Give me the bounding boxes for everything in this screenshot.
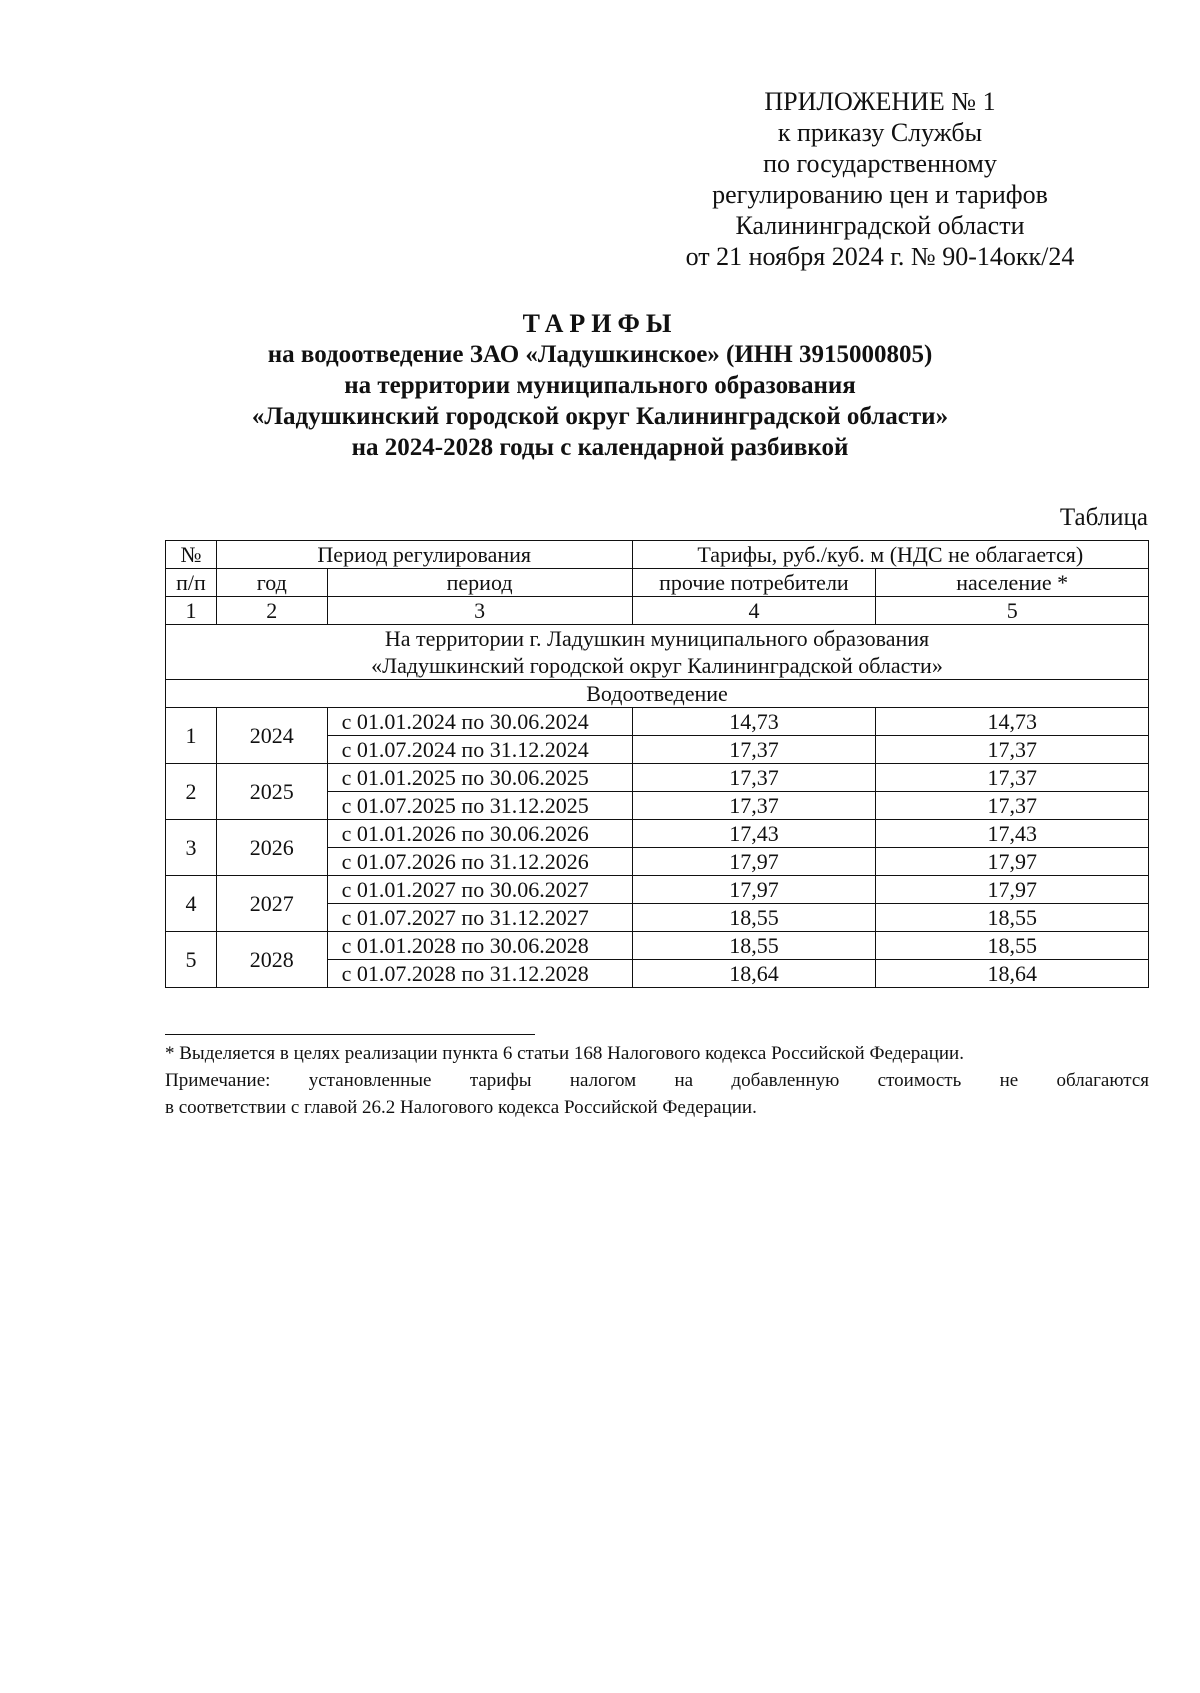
territory-row [166,625,1149,680]
row-other-tariff: 18,55 [632,904,876,932]
appendix-line: по государственному [763,149,997,178]
territory-cell [166,625,1149,680]
row-period: с 01.01.2027 по 30.06.2027 [327,876,632,904]
service-cell: Водоотведение [166,680,1149,708]
row-number: 1 [166,708,217,764]
row-period: с 01.07.2024 по 31.12.2024 [327,736,632,764]
row-period: с 01.01.2025 по 30.06.2025 [327,764,632,792]
header-num-bottom: п/п [166,569,217,597]
appendix-line: Калининградской области [735,211,1025,240]
header-year: год [216,569,327,597]
row-number: 5 [166,932,217,988]
appendix-line: регулированию цен и тарифов [712,180,1048,209]
column-number: 3 [327,597,632,625]
row-population-tariff: 17,37 [876,736,1149,764]
service-row [166,680,1149,708]
table-row [166,876,1149,904]
title-main: ТАРИФЫ [522,309,678,338]
row-other-tariff: 18,64 [632,960,876,988]
row-year: 2027 [216,876,327,932]
row-population-tariff: 18,64 [876,960,1149,988]
row-year: 2024 [216,708,327,764]
header-row [166,569,1149,597]
table-label: Таблица [1059,504,1148,531]
column-number: 5 [876,597,1149,625]
row-other-tariff: 17,43 [632,820,876,848]
row-other-tariff: 14,73 [632,708,876,736]
row-period: с 01.01.2028 по 30.06.2028 [327,932,632,960]
table-row [166,708,1149,736]
header-row [166,541,1149,569]
appendix-line: от 21 ноября 2024 г. № 90-14окк/24 [685,242,1075,271]
row-year: 2028 [216,932,327,988]
column-numbers-row [166,597,1149,625]
row-period: с 01.07.2025 по 31.12.2025 [327,792,632,820]
row-population-tariff: 17,37 [876,792,1149,820]
title-line: на водоотведение ЗАО «Ладушкинское» (ИНН 3915000805) [267,341,933,368]
row-period: с 01.01.2024 по 30.06.2024 [327,708,632,736]
row-population-tariff: 18,55 [876,904,1149,932]
territory-line: На территории г. Ладушкин муниципального образования [384,626,930,651]
table-row [166,764,1149,792]
table-head [166,541,1149,708]
column-number: 4 [632,597,876,625]
row-other-tariff: 17,37 [632,764,876,792]
row-period: с 01.07.2026 по 31.12.2026 [327,848,632,876]
row-period: с 01.01.2026 по 30.06.2026 [327,820,632,848]
row-population-tariff: 17,37 [876,764,1149,792]
row-period: с 01.07.2028 по 31.12.2028 [327,960,632,988]
appendix-line: ПРИЛОЖЕНИЕ № 1 [764,87,996,116]
row-other-tariff: 17,97 [632,848,876,876]
row-population-tariff: 18,55 [876,932,1149,960]
document-title [150,308,1050,463]
note-line: в соответствии с главой 26.2 Налогового кодекса Российской Федерации. [165,1097,757,1118]
row-population-tariff: 17,97 [876,848,1149,876]
appendix-header [640,86,1120,272]
territory-line: «Ладушкинский городской округ Калининградской области» [371,653,943,678]
column-number: 2 [216,597,327,625]
table-row [166,820,1149,848]
row-number: 3 [166,820,217,876]
header-num-top: № [166,541,217,569]
appendix-line: к приказу Службы [777,118,983,147]
title-line: на территории муниципального образования [344,372,856,399]
header-other-consumers: прочие потребители [632,569,876,597]
note-line: Примечание: установленные тарифы налогом на добавленную стоимость не облагаются [165,1070,1149,1091]
table-row [166,932,1149,960]
row-number: 2 [166,764,217,820]
row-other-tariff: 18,55 [632,932,876,960]
row-other-tariff: 17,37 [632,792,876,820]
tariffs-table [165,540,1149,988]
row-period: с 01.07.2027 по 31.12.2027 [327,904,632,932]
title-line: «Ладушкинский городской округ Калининградской области» [251,403,949,430]
header-population: население * [876,569,1149,597]
row-population-tariff: 17,43 [876,820,1149,848]
row-population-tariff: 14,73 [876,708,1149,736]
footnotes [165,1040,1149,1121]
asterisk-footnote: * Выделяется в целях реализации пункта 6 статьи 168 Налогового кодекса Российской Федерации. [165,1043,964,1064]
row-year: 2026 [216,820,327,876]
row-other-tariff: 17,97 [632,876,876,904]
row-other-tariff: 17,37 [632,736,876,764]
row-year: 2025 [216,764,327,820]
footnote-divider [165,1034,535,1035]
column-number: 1 [166,597,217,625]
row-population-tariff: 17,97 [876,876,1149,904]
tariff-rows [166,708,1149,988]
header-period: период [327,569,632,597]
row-number: 4 [166,876,217,932]
header-period-group: Период регулирования [216,541,632,569]
title-line: на 2024-2028 годы с календарной разбивкой [351,434,849,461]
header-tariff-group: Тарифы, руб./куб. м (НДС не облагается) [632,541,1149,569]
